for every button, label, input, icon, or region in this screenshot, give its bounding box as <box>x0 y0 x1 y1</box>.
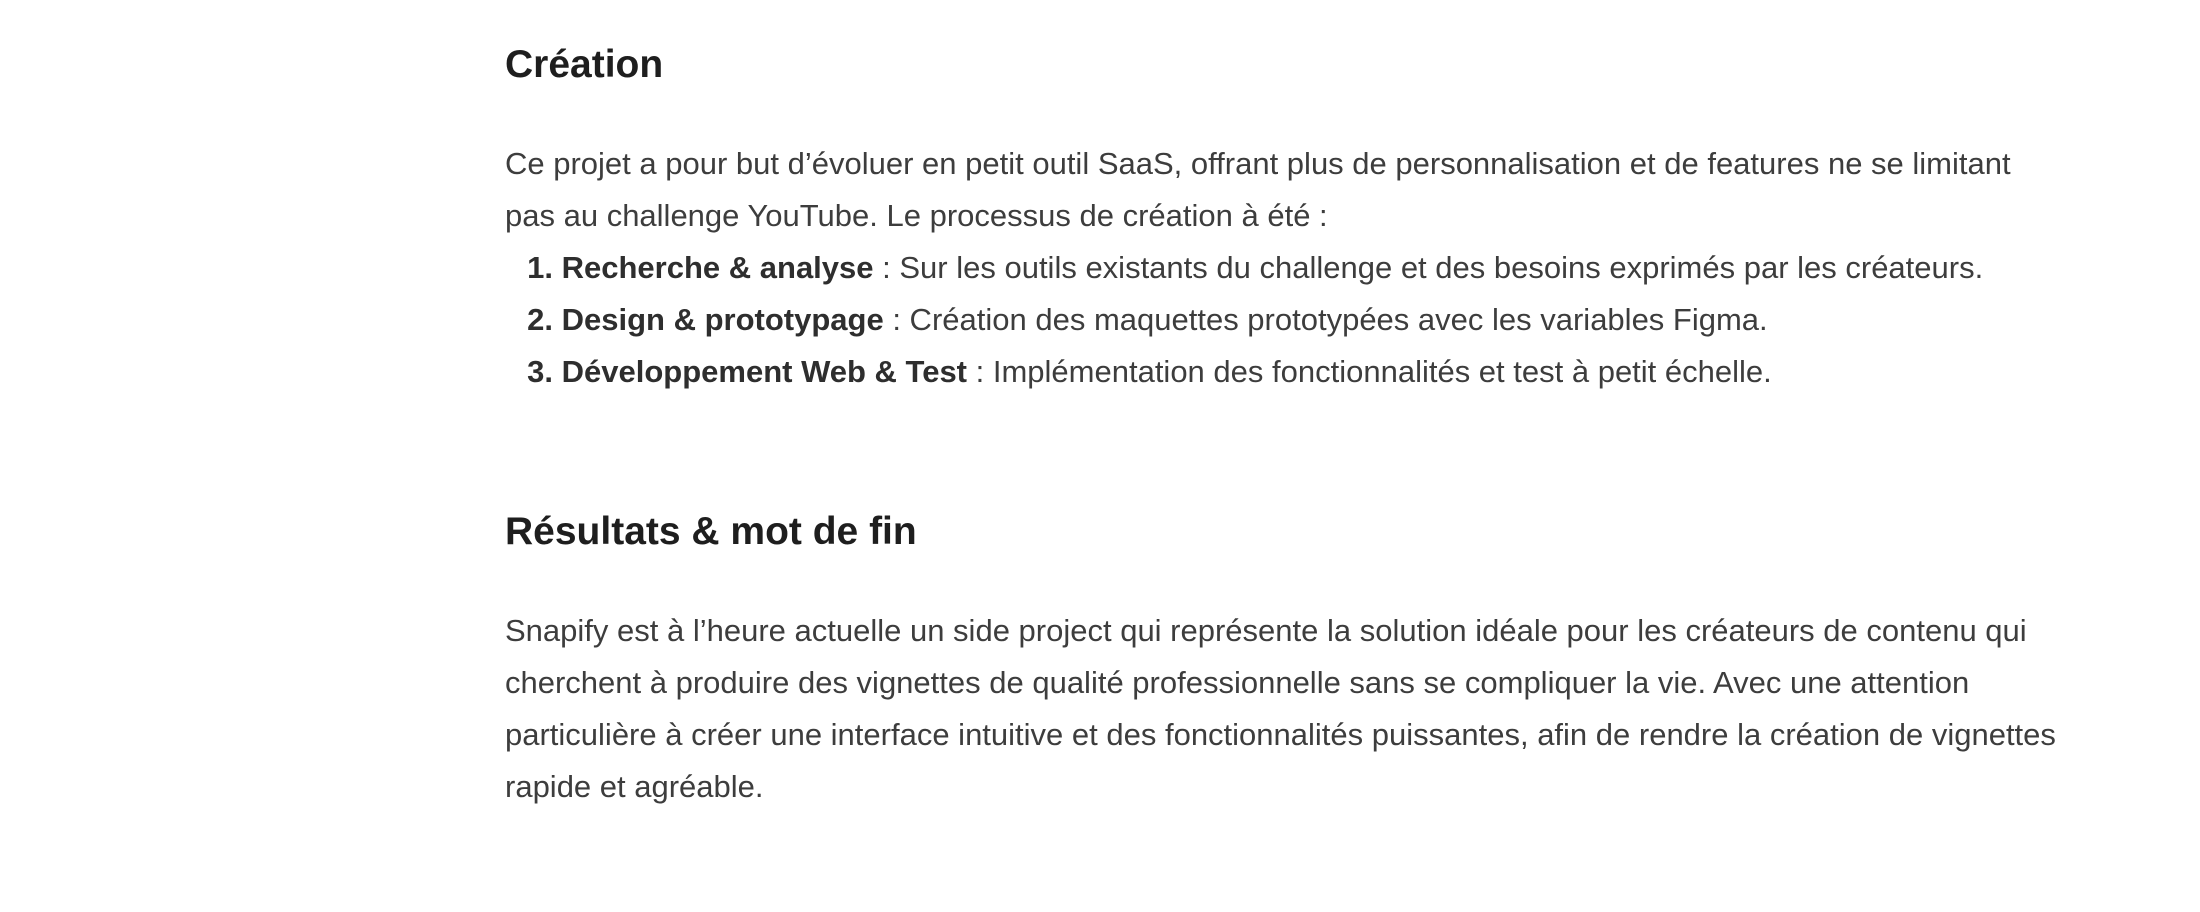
list-item-text: : Implémentation des fonctionnalités et test à petit échelle. <box>967 354 1772 389</box>
section-title-creation: Création <box>505 43 664 86</box>
list-item-number: 2. <box>527 302 553 337</box>
list-item <box>505 294 2065 346</box>
results-paragraph: Snapify est à l’heure actuelle un side project qui représente la solution idéale pour les créateurs de contenu qui cherchent à produire des vignettes de qualité professionnelle sans se compliquer la vie. Avec une attention particulière à créer une interface intuitive et des fonctionnalités puissantes, afin de rendre la création de vignettes rapide et agréable. <box>505 613 2056 804</box>
list-item-text: : Sur les outils existants du challenge et des besoins exprimés par les créateurs. <box>873 250 1984 285</box>
list-item-text: : Création des maquettes prototypées avec les variables Figma. <box>883 302 1768 337</box>
list-item-label: Design & prototypage <box>561 302 884 337</box>
creation-steps-list <box>505 242 2065 398</box>
creation-intro-paragraph: Ce projet a pour but d’évoluer en petit outil SaaS, offrant plus de personnalisation et de features ne se limitant pas au challenge YouTube. Le processus de création à été : <box>505 146 2011 233</box>
list-item-number: 3. <box>527 354 553 389</box>
list-item <box>505 242 2065 294</box>
list-item-label: Recherche & analyse <box>561 250 874 285</box>
list-item <box>505 346 2065 398</box>
list-item-number: 1. <box>527 250 553 285</box>
list-item-label: Développement Web & Test <box>561 354 968 389</box>
section-title-results: Résultats & mot de fin <box>505 510 917 553</box>
